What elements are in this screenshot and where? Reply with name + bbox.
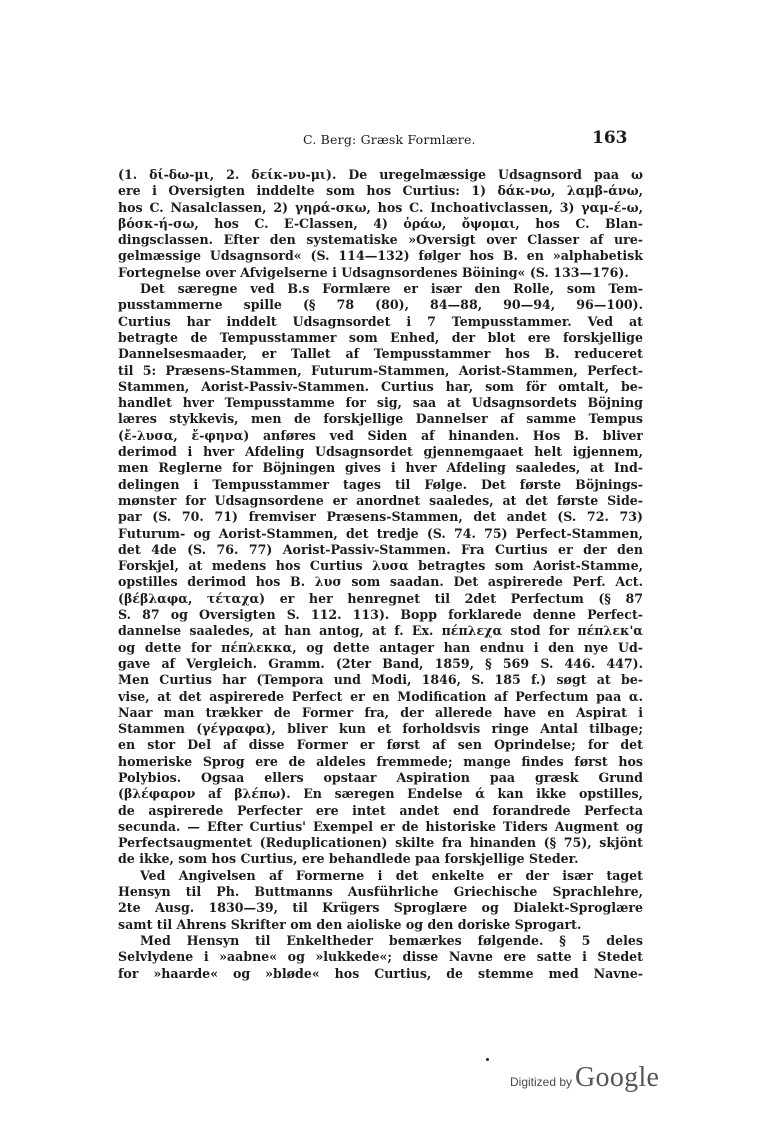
ink-speck	[486, 1058, 489, 1061]
text-line: og dette for πέπλεκκα, og dette antager han endnu i den nye Ud-	[118, 639, 643, 655]
text-line: Curtius har inddelt Udsagnsordet i 7 Tempusstammer. Ved at	[118, 313, 643, 329]
text-line: Med Hensyn til Enkeltheder bemærkes følgende. § 5 deles	[140, 932, 643, 948]
text-line: derimod i hver Afdeling Udsagnsordet gjennemgaaet helt igjennem,	[118, 444, 643, 460]
text-line: for »haarde« og »bløde« hos Curtius, de stemme med Navne-	[118, 965, 643, 981]
text-line: en stor Del af disse Former er først af sen Oprindelse; for det	[118, 737, 643, 753]
text-line: dingsclassen. Efter den systematiske »Oversigt over Classer af ure-	[118, 232, 643, 248]
running-title: C. Berg: Græsk Formlære.	[303, 132, 476, 147]
text-line: læres stykkevis, men de forskjellige Dannelser af samme Tempus	[118, 411, 643, 427]
text-line: Perfectsaugmentet (Reduplicationen) skilte fra hinanden (§ 75), skjönt	[118, 835, 643, 851]
body-text	[118, 167, 643, 982]
text-line: gelmæssige Udsagnsord« (S. 114—132) følger hos B. en »alphabetisk	[118, 248, 643, 264]
text-line: vise, at det aspirerede Perfect er en Modification af Perfectum paa α.	[118, 688, 643, 704]
text-line: secunda. — Efter Curtius' Exempel er de historiske Tiders Augment og	[118, 818, 643, 834]
text-line: (1. δί-δω-μι, 2. δείκ-νυ-μι). De uregelmæssige Udsagnsord paa ω	[118, 167, 643, 182]
text-line: Dannelsesmaader, er Tallet af Tempusstammer hos B. reduceret	[118, 346, 643, 362]
text-line: Hensyn til Ph. Buttmanns Ausführliche Griechische Sprachlehre,	[118, 884, 643, 900]
text-line: S. 87 og Oversigten S. 112. 113). Bopp forklarede denne Perfect-	[118, 607, 643, 623]
text-line: betragte de Tempusstammer som Enhed, der blot ere forskjellige	[118, 329, 643, 345]
text-line: mønster for Udsagnsordene er anordnet saaledes, at det første Side-	[118, 492, 643, 508]
text-line: men Reglerne for Böjningen gives i hver Afdeling saaledes, at Ind-	[118, 460, 643, 476]
text-line: (ἔ-λυσα, ἔ-φηνα) anføres ved Siden af hinanden. Hos B. bliver	[118, 427, 643, 443]
page-header	[0, 128, 760, 152]
text-line: de aspirerede Perfecter ere intet andet end forandrede Perfecta	[118, 802, 643, 818]
text-line: homeriske Sprog ere de aldeles fremmede; mange findes først hos	[118, 753, 643, 769]
text-line: til 5: Præsens-Stammen, Futurum-Stammen, Aorist-Stammen, Perfect-	[118, 362, 643, 378]
text-line: βόσκ-ή-σω, hos C. E-Classen, 4) ὁράω, ὄψομαι, hos C. Blan-	[118, 215, 643, 231]
text-line: Stammen, Aorist-Passiv-Stammen. Curtius har, som för omtalt, be-	[118, 378, 643, 394]
text-line: hos C. Nasalclassen, 2) γηρά-σκω, hos C. Inchoativclassen, 3) γαμ-έ-ω,	[118, 199, 643, 215]
text-line: Det særegne ved B.s Formlære er især den Rolle, som Tem-	[140, 281, 643, 297]
text-line: Selvlydene i »aabne« og »lukkede«; disse Navne ere satte i Stedet	[118, 949, 643, 965]
text-line: (βέβλαφα, τέταχα) er her henregnet til 2det Perfectum (§ 87	[118, 590, 643, 606]
digitized-by-label: Digitized by	[510, 1075, 573, 1089]
text-line: 2te Ausg. 1830—39, til Krügers Sproglære og Dialekt-Sproglære	[118, 900, 643, 916]
text-line: Polybios. Ogsaa ellers opstaar Aspiration paa græsk Grund	[118, 769, 643, 785]
text-line: Men Curtius har (Tempora und Modi, 1846, S. 185 f.) søgt at be-	[118, 672, 643, 688]
text-line: pusstammerne spille (§ 78 (80), 84—88, 90—94, 96—100).	[118, 297, 643, 313]
page-number: 163	[592, 128, 628, 148]
text-line: gave af Vergleich. Gramm. (2ter Band, 1859, § 569 S. 446. 447).	[118, 655, 643, 671]
text-line: de ikke, som hos Curtius, ere behandlede paa forskjellige Steder.	[118, 851, 579, 867]
text-line: opstilles derimod hos B. λυσ som saadan. Det aspirerede Perf. Act.	[118, 574, 643, 590]
google-logo: Google	[575, 1062, 660, 1093]
text-line: handlet hver Tempusstamme for sig, saa at Udsagnsordets Böjning	[118, 395, 643, 411]
text-line: ere i Oversigten inddelte som hos Curtius: 1) δάκ-νω, λαμβ-άνω,	[118, 183, 643, 199]
text-line: Futurum- og Aorist-Stammen, det tredje (S. 74. 75) Perfect-Stammen,	[118, 525, 643, 541]
text-line: Forskjel, at medens hos Curtius λυσα betragtes som Aorist-Stamme,	[118, 558, 643, 574]
text-line: (βλέφαρον af βλέπω). En særegen Endelse ά kan ikke opstilles,	[118, 786, 643, 802]
text-line: delingen i Tempusstammer tages til Følge. Det første Böjnings-	[118, 476, 643, 492]
digitized-by-google-stamp	[510, 1062, 659, 1096]
text-line: Naar man trækker de Former fra, der allerede have en Aspirat i	[118, 704, 643, 720]
text-line: Stammen (γέγραφα), bliver kun et forholdsvis ringe Antal tilbage;	[118, 721, 643, 737]
text-line: det 4de (S. 76. 77) Aorist-Passiv-Stammen. Fra Curtius er der den	[118, 541, 643, 557]
text-line: par (S. 70. 71) fremviser Præsens-Stammen, det andet (S. 72. 73)	[118, 509, 643, 525]
text-line: Fortegnelse over Afvigelserne i Udsagnsordenes Böining« (S. 133—176).	[118, 264, 629, 280]
text-line: samt til Ahrens Skrifter om den aioliske og den doriske Sprogart.	[118, 916, 582, 932]
text-line: Ved Angivelsen af Formerne i det enkelte er der især taget	[140, 867, 643, 883]
text-line: dannelse saaledes, at han antog, at f. Ex. πέπλεχα stod for πέπλεκ'α	[118, 623, 643, 639]
